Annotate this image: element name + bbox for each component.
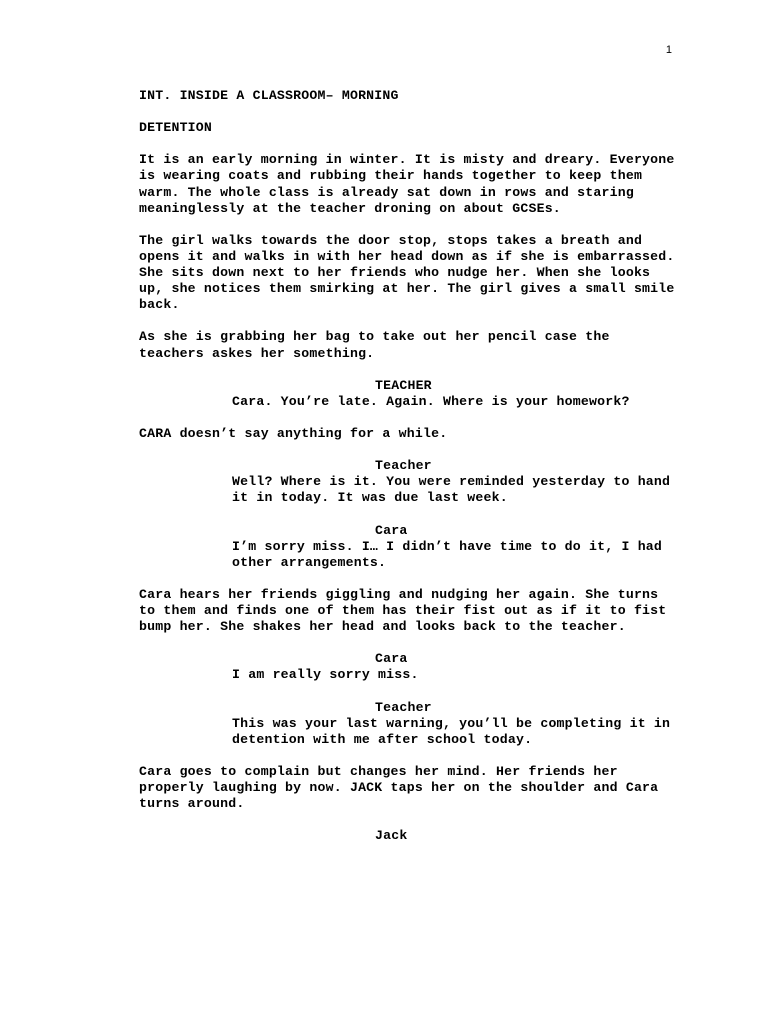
action-paragraph: Cara hears her friends giggling and nudging her again. She turns to them and finds one of them has their fist out as if it to fist bump her. She shakes her head and looks back to the teacher. [139, 586, 675, 635]
character-name: Teacher [375, 699, 432, 715]
action-paragraph: It is an early morning in winter. It is misty and dreary. Everyone is wearing coats and rubbing their hands together to keep them warm. The whole class is already sat down in rows and staring meaninglessly at the teacher droning on about GCSEs. [139, 152, 683, 216]
page-number: 1 [665, 44, 672, 56]
scene-title: DETENTION [139, 120, 213, 136]
dialogue: Well? Where is it. You were reminded yesterday to hand it in today. It was due last week. [232, 474, 679, 506]
character-name: Jack [375, 828, 408, 844]
character-name: Cara [375, 651, 408, 667]
action-paragraph: CARA doesn’t say anything for a while. [139, 425, 448, 441]
dialogue: I’m sorry miss. I… I didn’t have time to do it, I had other arrangements. [232, 538, 671, 570]
dialogue: I am really sorry miss. [232, 667, 419, 683]
dialogue: Cara. You’re late. Again. Where is your homework? [232, 393, 630, 409]
character-name: Teacher [375, 458, 432, 474]
character-name: Cara [375, 522, 408, 538]
scene-heading: INT. INSIDE A CLASSROOM– MORNING [139, 88, 399, 103]
dialogue: This was your last warning, you’ll be completing it in detention with me after school today. [232, 715, 679, 747]
action-paragraph: Cara goes to complain but changes her mind. Her friends her properly laughing by now. JACK taps her on the shoulder and Cara turns around. [139, 763, 667, 812]
action-paragraph: As she is grabbing her bag to take out her pencil case the teachers askes her something. [139, 329, 618, 361]
character-name: TEACHER [375, 377, 432, 393]
action-paragraph: The girl walks towards the door stop, stops takes a breath and opens it and walks in with her head down as if she is embarrassed. She sits down next to her friends who nudge her. When she looks up, she notices them smirking at her. The girl gives a small smile back. [139, 232, 683, 313]
screenplay-body [139, 88, 683, 844]
